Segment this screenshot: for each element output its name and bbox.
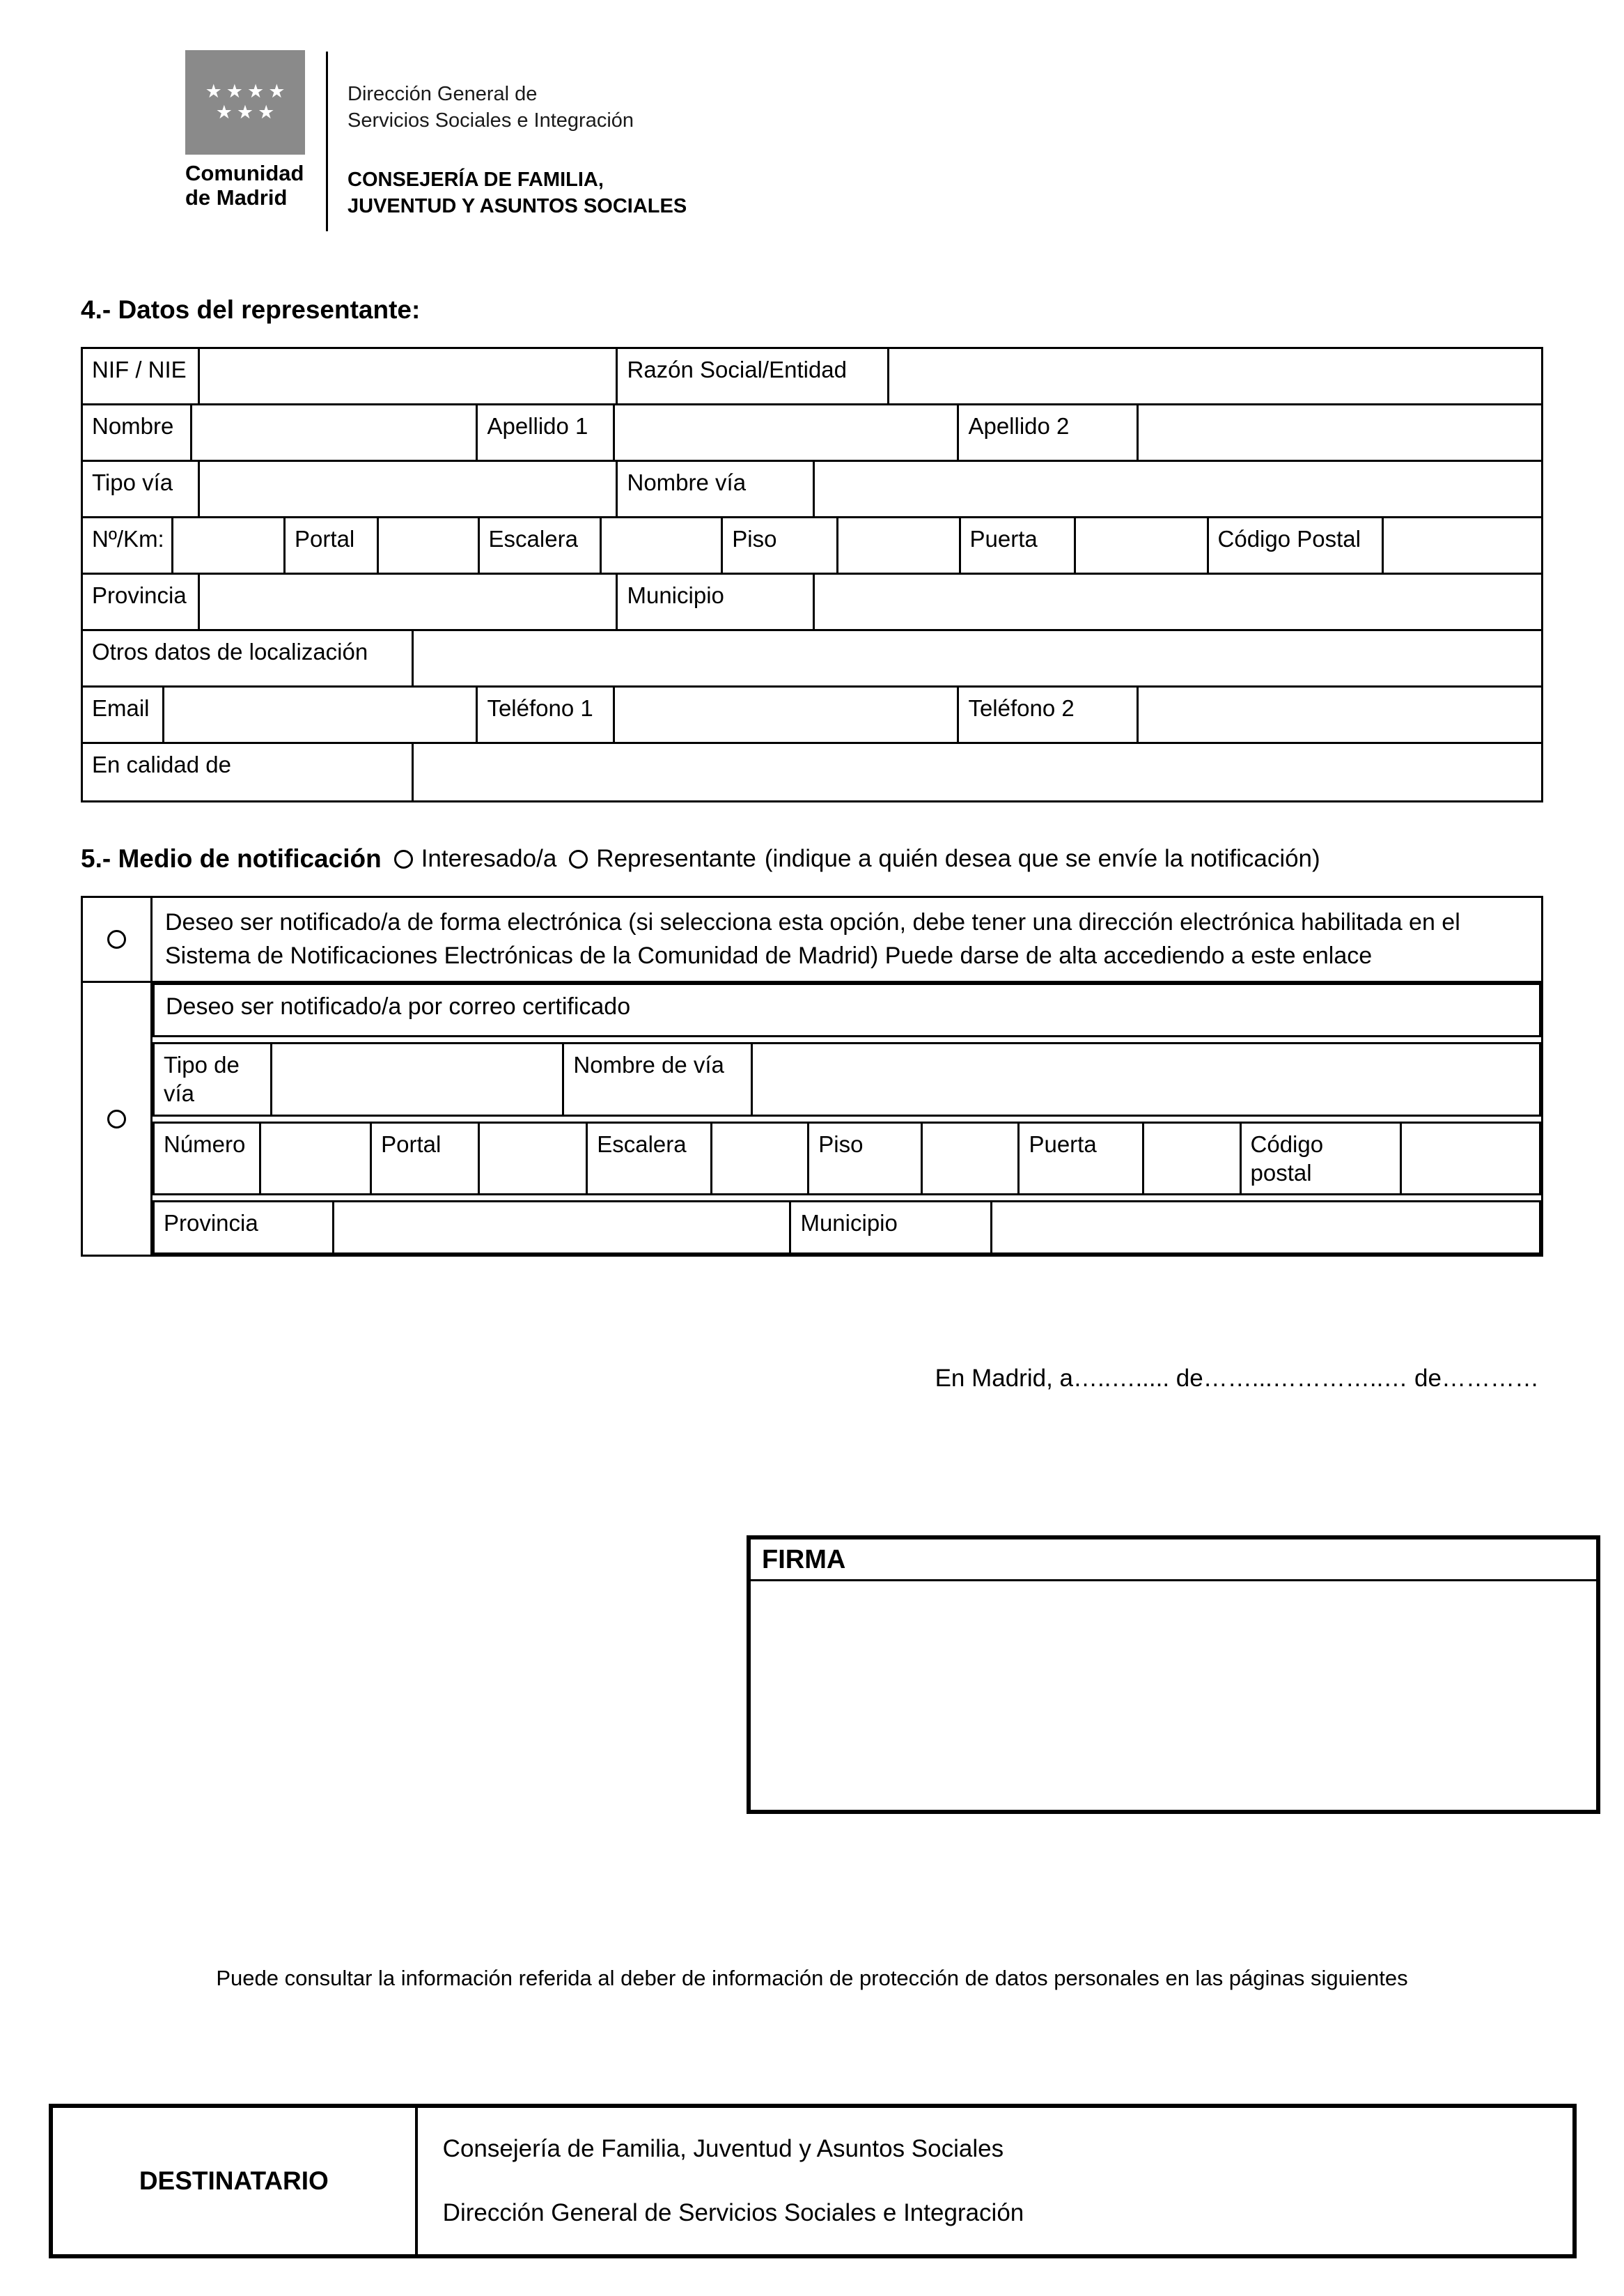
consejeria-line1: CONSEJERÍA DE FAMILIA, bbox=[348, 168, 604, 191]
codigo-postal-label: Código Postal bbox=[1209, 518, 1384, 573]
not-codigo-postal-input[interactable] bbox=[1402, 1124, 1539, 1194]
not-municipio-label: Municipio bbox=[791, 1202, 992, 1252]
nombre-label: Nombre bbox=[83, 405, 192, 460]
not-portal-label: Portal bbox=[372, 1124, 480, 1194]
electronic-notification-row bbox=[83, 898, 1541, 983]
not-codigo-postal-label: Código postal bbox=[1242, 1124, 1403, 1194]
not-nombre-via-input[interactable] bbox=[753, 1044, 1539, 1115]
not-nombre-via-label: Nombre de vía bbox=[564, 1044, 752, 1115]
destinatario-content bbox=[418, 2108, 1572, 2254]
certified-mail-text: Deseo ser notificado/a por correo certificado bbox=[153, 983, 1541, 1037]
header-divider bbox=[326, 52, 328, 231]
section5-title: 5.- Medio de notificación bbox=[81, 844, 382, 873]
not-piso-label: Piso bbox=[809, 1124, 923, 1194]
telefono1-label: Teléfono 1 bbox=[478, 688, 615, 742]
escalera-label: Escalera bbox=[480, 518, 602, 573]
representante-label: Representante bbox=[596, 845, 756, 872]
direccion-general-text bbox=[348, 81, 687, 134]
table-row bbox=[153, 1122, 1541, 1196]
electronic-notification-radio[interactable] bbox=[107, 930, 126, 949]
not-piso-input[interactable] bbox=[923, 1124, 1020, 1194]
logo-caption-line2: de Madrid bbox=[185, 185, 288, 210]
nif-label: NIF / NIE bbox=[83, 349, 200, 403]
consejeria-text bbox=[348, 166, 687, 220]
apellido1-label: Apellido 1 bbox=[478, 405, 615, 460]
portal-label: Portal bbox=[286, 518, 379, 573]
otros-datos-label: Otros datos de localización bbox=[83, 631, 414, 685]
not-escalera-label: Escalera bbox=[588, 1124, 712, 1194]
certified-mail-row bbox=[83, 983, 1541, 1255]
piso-label: Piso bbox=[723, 518, 838, 573]
table-row bbox=[83, 744, 1541, 800]
table-row bbox=[83, 349, 1541, 405]
not-municipio-input[interactable] bbox=[992, 1202, 1539, 1252]
section4-title: 4.- Datos del representante: bbox=[81, 295, 421, 324]
tipo-via-label: Tipo vía bbox=[83, 462, 200, 516]
header bbox=[185, 50, 1543, 231]
signature-label: FIRMA bbox=[751, 1539, 1596, 1581]
not-provincia-input[interactable] bbox=[334, 1202, 791, 1252]
table-row bbox=[83, 518, 1541, 575]
interesado-label: Interesado/a bbox=[421, 845, 557, 872]
consejeria-line2: JUVENTUD Y ASUNTOS SOCIALES bbox=[348, 194, 687, 217]
nombre-via-label: Nombre vía bbox=[618, 462, 815, 516]
interesado-radio[interactable] bbox=[394, 850, 413, 869]
logo-caption bbox=[185, 162, 305, 210]
email-label: Email bbox=[83, 688, 164, 742]
not-tipo-via-label: Tipo de vía bbox=[155, 1044, 272, 1115]
notification-table bbox=[81, 896, 1543, 1257]
en-calidad-input[interactable] bbox=[414, 744, 1541, 800]
telefono1-input[interactable] bbox=[615, 688, 959, 742]
num-km-label: Nº/Km: bbox=[83, 518, 173, 573]
not-puerta-input[interactable] bbox=[1144, 1124, 1241, 1194]
apellido2-label: Apellido 2 bbox=[959, 405, 1139, 460]
nombre-via-input[interactable] bbox=[815, 462, 1541, 516]
codigo-postal-input[interactable] bbox=[1384, 518, 1541, 573]
not-escalera-input[interactable] bbox=[712, 1124, 809, 1194]
header-org-text bbox=[348, 50, 687, 231]
provincia-label: Provincia bbox=[83, 575, 200, 629]
notification-hint: (indique a quién desea que se envíe la notificación) bbox=[764, 845, 1320, 872]
direccion-general-line2: Servicios Sociales e Integración bbox=[348, 109, 634, 132]
telefono2-input[interactable] bbox=[1139, 688, 1541, 742]
destinatario-label: DESTINATARIO bbox=[53, 2108, 418, 2254]
representante-radio[interactable] bbox=[569, 850, 588, 869]
certified-radio-cell bbox=[83, 983, 153, 1255]
table-row bbox=[83, 405, 1541, 462]
telefono2-label: Teléfono 2 bbox=[959, 688, 1139, 742]
puerta-label: Puerta bbox=[961, 518, 1076, 573]
logo-column bbox=[185, 50, 305, 231]
table-row bbox=[153, 1200, 1541, 1255]
certified-mail-content bbox=[153, 983, 1541, 1255]
nombre-input[interactable] bbox=[192, 405, 478, 460]
nif-input[interactable] bbox=[200, 349, 618, 403]
not-tipo-via-input[interactable] bbox=[272, 1044, 564, 1115]
electronic-notification-text: Deseo ser notificado/a de forma electrónica (si selecciona esta opción, debe tener una dirección electrónica habilitada en el Sistema de Notificaciones Electrónicas de la Comunidad de Madrid) Puede darse de alta accediendo a este enlace bbox=[165, 909, 1460, 969]
not-puerta-label: Puerta bbox=[1020, 1124, 1144, 1194]
table-row bbox=[83, 462, 1541, 518]
privacy-note: Puede consultar la información referida al deber de información de protección de datos personales en las páginas siguientes bbox=[216, 1966, 1408, 1991]
not-portal-input[interactable] bbox=[480, 1124, 588, 1194]
direccion-general-line1: Dirección General de bbox=[348, 83, 538, 105]
escalera-input[interactable] bbox=[602, 518, 723, 573]
comunidad-madrid-logo bbox=[185, 50, 305, 155]
section5-title-line bbox=[81, 844, 1543, 874]
email-input[interactable] bbox=[164, 688, 478, 742]
representative-data-table bbox=[81, 347, 1543, 802]
en-calidad-label: En calidad de bbox=[83, 744, 414, 800]
destinatario-line1: Consejería de Familia, Juventud y Asuntos Sociales bbox=[442, 2135, 1004, 2163]
certified-mail-radio[interactable] bbox=[107, 1110, 126, 1128]
stars-icon: ★★★★ bbox=[205, 81, 290, 102]
electronic-notification-content bbox=[153, 898, 1541, 981]
signature-box bbox=[747, 1535, 1600, 1814]
table-row bbox=[83, 631, 1541, 688]
destinatario-line2: Dirección General de Servicios Sociales e Integración bbox=[442, 2199, 1024, 2227]
table-row bbox=[83, 688, 1541, 744]
logo-caption-line1: Comunidad bbox=[185, 161, 304, 185]
table-row bbox=[153, 1042, 1541, 1117]
tipo-via-input[interactable] bbox=[200, 462, 618, 516]
signature-area[interactable] bbox=[751, 1581, 1596, 1810]
apellido2-input[interactable] bbox=[1139, 405, 1541, 460]
portal-input[interactable] bbox=[379, 518, 479, 573]
provincia-input[interactable] bbox=[200, 575, 618, 629]
piso-input[interactable] bbox=[838, 518, 961, 573]
date-line: En Madrid, a…..…..... de……...…………..… de………… bbox=[935, 1365, 1539, 1393]
not-provincia-label: Provincia bbox=[155, 1202, 334, 1252]
razon-social-input[interactable] bbox=[889, 349, 1541, 403]
table-row bbox=[83, 575, 1541, 631]
stars-icon: ★★★ bbox=[215, 102, 279, 123]
destinatario-table bbox=[49, 2104, 1577, 2258]
otros-datos-input[interactable] bbox=[414, 631, 1541, 685]
not-numero-label: Número bbox=[155, 1124, 261, 1194]
municipio-label: Municipio bbox=[618, 575, 815, 629]
num-km-input[interactable] bbox=[173, 518, 286, 573]
razon-social-label: Razón Social/Entidad bbox=[618, 349, 889, 403]
electronic-radio-cell bbox=[83, 898, 153, 981]
apellido1-input[interactable] bbox=[615, 405, 959, 460]
not-numero-input[interactable] bbox=[261, 1124, 372, 1194]
puerta-input[interactable] bbox=[1076, 518, 1209, 573]
municipio-input[interactable] bbox=[815, 575, 1541, 629]
